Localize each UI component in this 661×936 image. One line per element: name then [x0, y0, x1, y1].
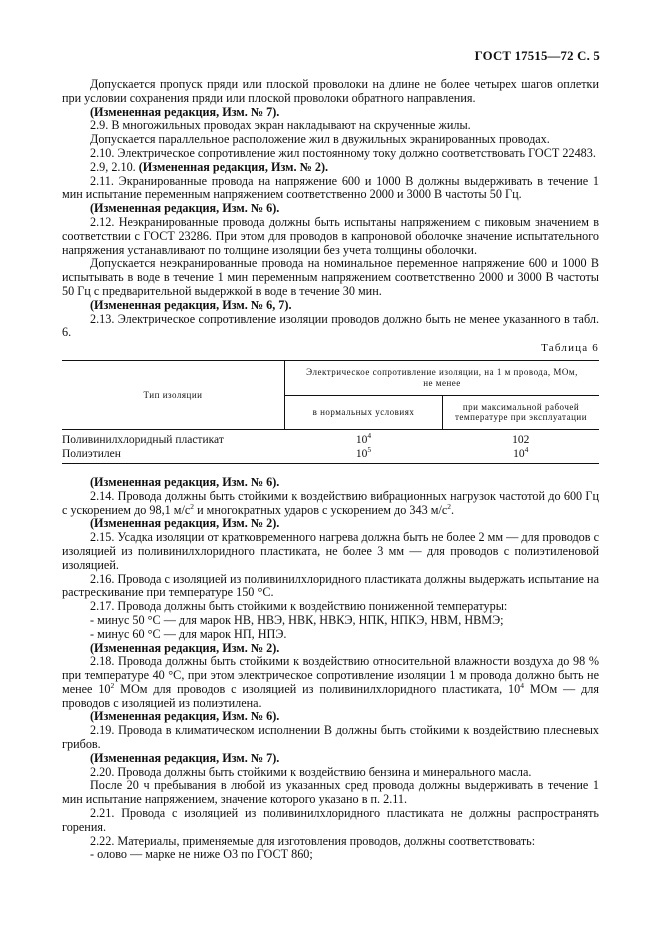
column-group-header: Электрическое сопротивление изоляции, на 1 м провода, МОм, не менее [285, 360, 600, 395]
cell-normal: $10^4$ [355, 430, 372, 446]
paragraph: 2.16. Провода с изоляцией из поливинилхлоридного пластиката должны выдержать испытание на растрескивание при температуре 150 °С. [62, 571, 599, 600]
amendment-note: (Измененная редакция, Изм. № 6, 7). [90, 297, 292, 312]
table-row [62, 447, 599, 464]
list-item: - олово — марке не ниже О3 по ГОСТ 860; [90, 847, 313, 862]
paragraph: 2.13. Электрическое сопротивление изоляции проводов должно быть не менее указанного в табл. 6. [62, 311, 599, 340]
paragraph: 2.18. Провода должны быть стойкими к воздействию относительной влажности воздуха до 98 % при температуре 40 °С, при этом электрическое сопротивление изоляции 1 м провода должно быть не менее $10^2$ МОм для проводов с изоляцией из поливинилхлоридного пластиката, $10^4$ МОм — для проводов с изоляцией из полиэтилена. [62, 654, 599, 710]
amendment-note: (Измененная редакция, Изм. № 7). [90, 750, 280, 765]
paragraph: 2.12. Неэкранированные провода должны быть испытаны напряжением с пиковым значением в соответствии с ГОСТ 23286. При этом для проводов в капроновой оболочке значение испытательного напряжения устанавливают по толщине изоляции без учета толщины оболочки. [62, 214, 599, 257]
paragraph: Допускается параллельное расположение жил в двужильных экранированных проводах. [90, 132, 550, 147]
paragraph [62, 161, 599, 175]
paragraph: После 20 ч пребывания в любой из указанных сред провода должны выдерживать в течение 1 мин испытание напряжением, значение которого указано в п. 2.11. [62, 778, 599, 807]
paragraph: 2.20. Провода должны быть стойкими к воздействию бензина и минерального масла. [90, 764, 532, 779]
paragraph: 2.15. Усадка изоляции от кратковременного нагрева должна быть не более 2 мм — для проводов с изоляцией из поливинилхлоридного пластиката, не более 3 мм — для проводов с полиэтиленовой изоляцией. [62, 530, 599, 572]
cell-normal: $10^5$ [285, 447, 443, 464]
list-item: - минус 60 °С — для марок НП, НПЭ. [90, 626, 287, 641]
list-item: - минус 50 °С — для марок НВ, НВЭ, НВК, НВКЭ, НПК, НПКЭ, НВМ, НВМЭ; [90, 612, 504, 627]
resistance-table [62, 360, 599, 464]
paragraph: 2.9. В многожильных проводах экран накладывают на скрученные жилы. [90, 118, 471, 133]
paragraph: Допускается пропуск пряди или плоской проволоки на длине не более четырех шагов оплетки при условии сохранения пряди или плоской проволоки обратного направления. [62, 77, 599, 105]
cell-max-temp: 102 [512, 433, 530, 446]
amendment-note: (Измененная редакция, Изм. № 2). [90, 516, 280, 531]
paragraph: Допускается неэкранированные провода на номинальное переменное напряжение 600 и 1000 В испытывать в воде в течение 1 мин переменным напряжением соответственно 2000 и 3000 В частоты 50 Гц с предварительной выдержкой в воде в течение 30 мин. [62, 256, 599, 298]
paragraph: 2.22. Материалы, применяемые для изготовления проводов, должны соответствовать: [90, 833, 536, 848]
amendment-note: (Измененная редакция, Изм. № 6). [90, 709, 280, 724]
row-label: Полиэтилен [62, 447, 285, 464]
document-body [62, 78, 599, 862]
page-header: ГОСТ 17515—72 С. 5 [474, 49, 600, 63]
column-header-insulation-type: Тип изоляции [62, 360, 285, 429]
paragraph: 2.14. Провода должны быть стойкими к воздействию вибрационных нагрузок частотой до 600 Гц с ускорением до 98,1 $м/с^2$ и многократных ударов с ускорением до 343 $м/с^2$. [62, 488, 599, 517]
table-caption: Таблица 6 [541, 342, 599, 355]
paragraph: 2.21. Провода с изоляцией из поливинилхлоридного пластиката не должны распространять горения. [62, 806, 599, 834]
row-label: Поливинилхлоридный пластикат [62, 433, 224, 446]
clause-numbers: 2.9, 2.10. [90, 159, 139, 174]
table-row [62, 429, 599, 447]
amendment-note: (Измененная редакция, Изм. № 7). [90, 104, 280, 119]
column-header-normal: в нормальных условиях [285, 395, 443, 429]
paragraph: 2.17. Провода должны быть стойкими к воздействию пониженной температуры: [90, 599, 508, 614]
paragraph: 2.11. Экранированные провода на напряжение 600 и 1000 В должны выдерживать в течение 1 мин испытание переменным напряжением соответственно 2000 и 3000 В частоты 50 Гц. [62, 173, 599, 202]
column-header-max-temp: при максимальной рабочей температуре при эксплуатации [443, 395, 600, 429]
paragraph: 2.19. Провода в климатическом исполнении В должны быть стойкими к воздействию плесневых грибов. [62, 723, 599, 752]
amendment-note: (Измененная редакция, Изм. № 2). [138, 159, 329, 174]
amendment-note: (Измененная редакция, Изм. № 2). [90, 640, 280, 655]
amendment-note: (Измененная редакция, Изм. № 6). [90, 201, 280, 216]
cell-max-temp: $10^4$ [443, 447, 600, 464]
paragraph: 2.10. Электрическое сопротивление жил постоянному току должно соответствовать ГОСТ 22483. [90, 145, 596, 160]
amendment-note: (Измененная редакция, Изм. № 6). [90, 474, 280, 489]
